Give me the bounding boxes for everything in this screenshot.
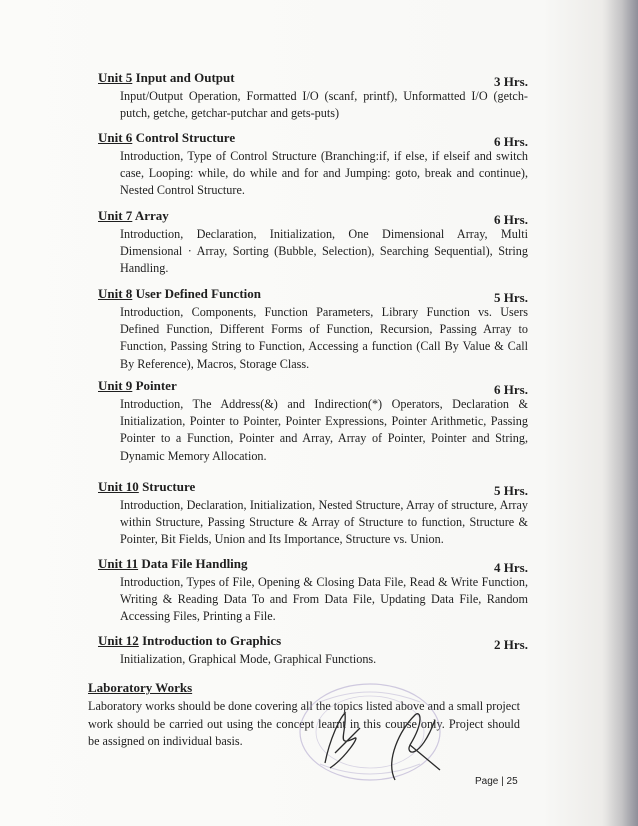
- unit-7-section: [98, 208, 528, 278]
- unit-title: Structure: [142, 479, 196, 494]
- unit-content: Introduction, Declaration, Initialization, One Dimensional Array, Multi Dimensional · Array, Sorting (Bubble, Selection), Searching Sequential), String Handling.: [120, 227, 528, 276]
- unit-hours: 6 Hrs.: [494, 212, 528, 227]
- unit-content: Introduction, Type of Control Structure (Branching:if, if else, if elseif and switch case, Looping: while, do while and for and Jumping: goto, break and continue), Nested Control Structure.: [120, 149, 528, 198]
- unit-label: Unit 11: [98, 556, 139, 571]
- signature-2-icon: [380, 700, 450, 785]
- lab-content: Laboratory works should be done covering all the topics listed above and a small project work should be carried out using the concept learnt in this course only. Project should be assigned on individual basis.: [88, 699, 520, 748]
- unit-label: Unit 7: [98, 208, 133, 223]
- unit-label: Unit 12: [98, 633, 139, 648]
- unit-content: Input/Output Operation, Formatted I/O (scanf, printf), Unformatted I/O (getch-putch, getche, getchar-putchar and gets-puts): [120, 89, 528, 121]
- unit-title: Pointer: [135, 378, 177, 393]
- unit-11-section: [98, 556, 528, 626]
- unit-label: Unit 9: [98, 378, 133, 393]
- unit-content: Introduction, Components, Function Parameters, Library Function vs. Users Defined Function, Different Forms of Function, Recursion, Passing Array to Function, Passing String to Function, Accessing a function (Call By Value & Call By Reference), Macros, Storage Class.: [120, 305, 528, 371]
- page-edge-shadow: [602, 0, 638, 826]
- unit-content: Introduction, Types of File, Opening & Closing Data File, Read & Write Function, Writing & Reading Data To and From Data File, Updating Data File, Random Accessing Files, Printing a File.: [120, 575, 528, 624]
- lab-heading: Laboratory Works: [88, 680, 193, 695]
- unit-hours: 2 Hrs.: [494, 637, 528, 652]
- unit-title: Control Structure: [135, 130, 236, 145]
- unit-10-section: [98, 479, 528, 549]
- unit-content: Introduction, The Address(&) and Indirection(*) Operators, Declaration & Initialization, Pointer to Pointer, Pointer Expressions, Pointer Arithmetic, Passing Pointer to a Function, Pointer and Array, Array of Pointer, Pointer and String, Dynamic Memory Allocation.: [120, 397, 528, 463]
- unit-label: Unit 5: [98, 70, 133, 85]
- unit-6-section: [98, 130, 528, 200]
- unit-title: Introduction to Graphics: [142, 633, 282, 648]
- unit-hours: 5 Hrs.: [494, 290, 528, 305]
- unit-9-section: [98, 378, 528, 465]
- unit-5-section: [98, 70, 528, 122]
- unit-label: Unit 8: [98, 286, 133, 301]
- unit-title: Array: [134, 208, 169, 223]
- unit-8-section: [98, 286, 528, 373]
- page-number: Page | 25: [475, 776, 518, 787]
- unit-title: Input and Output: [135, 70, 235, 85]
- unit-title: Data File Handling: [141, 556, 248, 571]
- unit-hours: 5 Hrs.: [494, 483, 528, 498]
- unit-hours: 4 Hrs.: [494, 560, 528, 575]
- unit-content: Initialization, Graphical Mode, Graphical Functions.: [120, 652, 377, 666]
- unit-hours: 3 Hrs.: [494, 74, 528, 89]
- unit-12-section: [98, 633, 528, 668]
- signature-1-icon: [315, 708, 370, 773]
- unit-hours: 6 Hrs.: [494, 134, 528, 149]
- unit-label: Unit 6: [98, 130, 133, 145]
- unit-label: Unit 10: [98, 479, 139, 494]
- unit-content: Introduction, Declaration, Initialization, Nested Structure, Array of structure, Array within Structure, Passing Structure & Array of Structure to function, Structure & Pointer, Bit Fields, Union and Its Importance, Structure vs. Union.: [120, 498, 528, 547]
- unit-hours: 6 Hrs.: [494, 382, 528, 397]
- unit-title: User Defined Function: [135, 286, 261, 301]
